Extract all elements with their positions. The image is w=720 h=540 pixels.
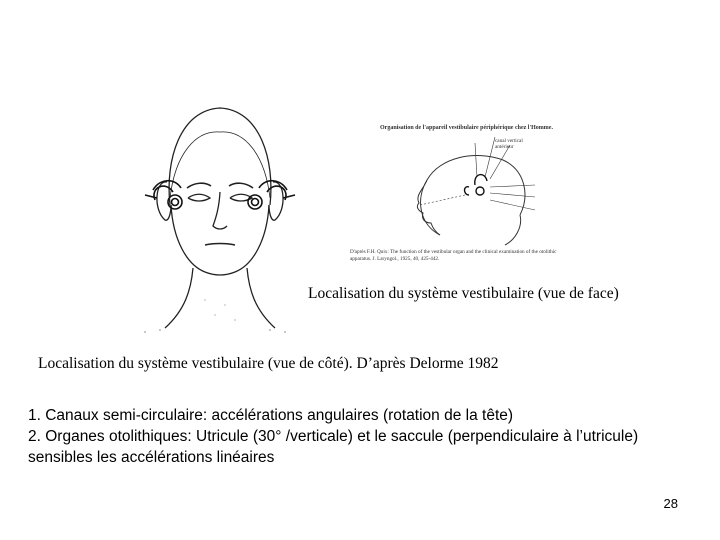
side-label-1: canal vertical xyxy=(495,138,523,144)
body-text xyxy=(28,405,678,468)
body-item-1: 1. Canaux semi-circulaire: accélérations angulaires (rotation de la tête) xyxy=(28,407,514,424)
side-figure-credit-1: D'après F.H. Quix: The function of the vestibular organ and the clinical examination of the otolithic xyxy=(350,249,557,255)
inner-ear-side xyxy=(465,175,488,195)
caption-side-view: Localisation du système vestibulaire (vue de côté). D’après Delorme 1982 xyxy=(38,355,499,372)
side-label-2: antérieur xyxy=(495,144,514,150)
head-front-illustration xyxy=(125,100,300,340)
side-figure-credit-2: apparatus. J. Laryngol., 1925, 40, 425-442. xyxy=(350,256,440,262)
page-number: 28 xyxy=(663,496,678,511)
body-item-2: 2. Organes otolithiques: Utricule (30° /verticale) et le saccule (perpendiculaire à l’utricule) sensibles les accélérations linéaires xyxy=(28,428,639,466)
head-side-illustration xyxy=(345,115,610,270)
caption-front-view: Localisation du système vestibulaire (vue de face) xyxy=(308,285,619,302)
side-figure-title: Organisation de l'appareil vestibulaire périphérique chez l'Homme. xyxy=(380,125,553,131)
vestibular-organ-left xyxy=(145,181,182,209)
